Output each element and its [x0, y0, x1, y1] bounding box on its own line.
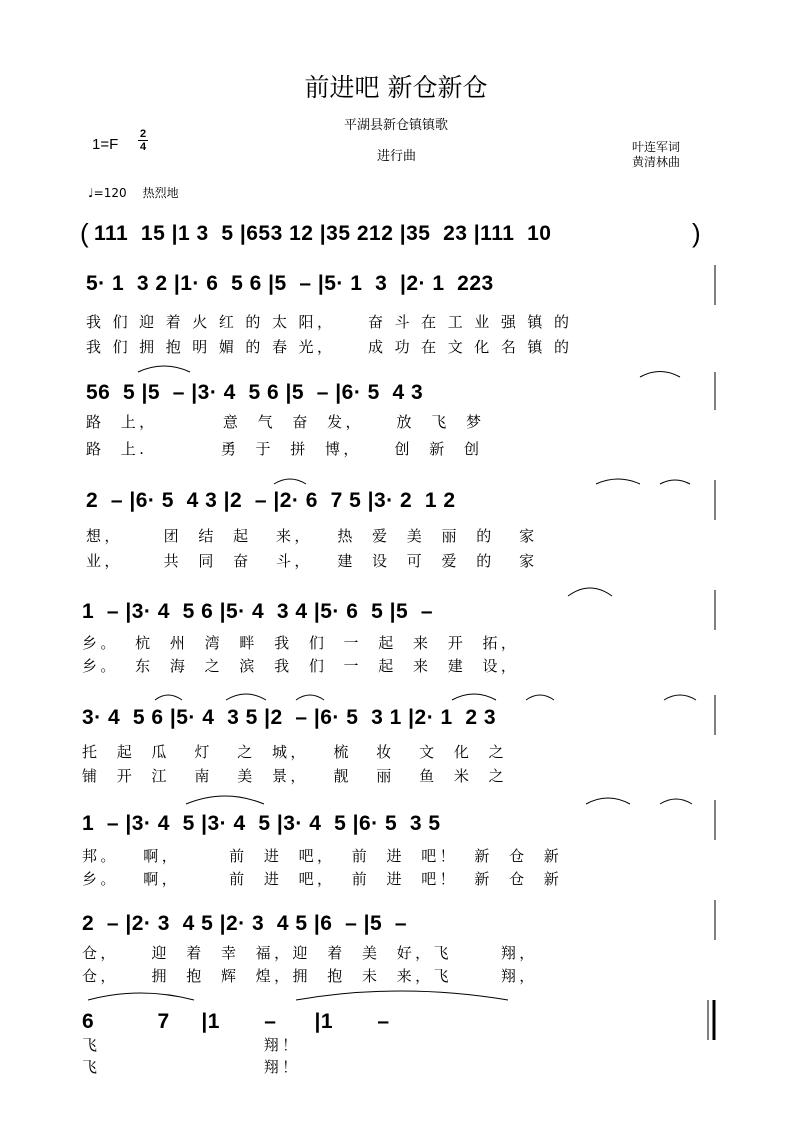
system-2-lyrics-verse1: 我 们 迎 着 火 红 的 太 阳， 奋 斗 在 工 业 强 镇 的	[86, 313, 573, 331]
system-1-notes: 111 15 |1 3 5 |653 12 |35 212 |35 23 |111 10	[94, 222, 552, 245]
system-8-lyrics-verse1: 仓， 迎 着 幸 福，迎 着 美 好，飞 翔，	[82, 944, 538, 962]
slur-mark	[274, 479, 306, 484]
intro-open-paren: (	[80, 218, 89, 248]
system-6-lyrics-verse1: 托 起 瓜 灯 之 城， 梳 妆 文 化 之	[82, 743, 508, 761]
system-8-lyrics-verse2: 仓， 拥 抱 辉 煌，拥 抱 未 来，飞 翔，	[82, 967, 538, 985]
system-7-lyrics-verse2: 乡。 啊， 前 进 吧， 前 进 吧！ 新 仓 新	[82, 870, 563, 888]
slur-mark	[586, 798, 630, 804]
system-7-notes: 1 – |3· 4 5 |3· 4 5 |3· 4 5 |6· 5 3 5	[82, 812, 441, 835]
tempo-expression: 热烈地	[142, 186, 179, 200]
slur-mark	[88, 993, 194, 1000]
slur-mark	[664, 695, 696, 700]
slur-mark	[596, 479, 640, 484]
system-3-lyrics-verse2: 路 上. 勇 于 拼 博， 创 新 创	[86, 440, 483, 458]
slur-mark	[186, 796, 264, 804]
slur-mark	[526, 695, 554, 700]
system-3-lyrics-verse1: 路 上， 意 气 奋 发， 放 飞 梦	[86, 413, 485, 431]
system-6-notes: 3· 4 5 6 |5· 4 3 5 |2 – |6· 5 3 1 |2· 1 2 3	[82, 706, 497, 729]
system-4-notes: 2 – |6· 5 4 3 |2 – |2· 6 7 5 |3· 2 1 2	[86, 489, 456, 512]
system-2-lyrics-verse2: 我 们 拥 抱 明 媚 的 春 光， 成 功 在 文 化 名 镇 的	[86, 338, 573, 356]
slur-mark	[660, 799, 692, 804]
system-3-notes: 56 5 |5 – |3· 4 5 6 |5 – |6· 5 4 3	[86, 381, 424, 404]
style-marking: 进行曲	[377, 149, 417, 164]
time-signature-top: 2	[139, 128, 147, 140]
slur-mark	[660, 480, 690, 484]
slur-mark	[640, 372, 680, 378]
slur-mark	[296, 991, 508, 1000]
song-title: 前进吧 新仓新仓	[304, 73, 488, 102]
time-signature-bottom: 4	[139, 141, 147, 153]
slur-mark	[138, 366, 190, 372]
slur-mark	[568, 588, 612, 596]
lyricist-credit: 叶连军词	[632, 140, 681, 154]
system-9-lyrics-verse2: 飞 翔！	[82, 1058, 301, 1076]
composer-credit: 黄清林曲	[632, 155, 681, 169]
system-9-notes: 6 7 |1 – |1 –	[82, 1010, 390, 1033]
system-6-lyrics-verse2: 铺 开 江 南 美 景， 靓 丽 鱼 米 之	[82, 767, 508, 785]
system-5-lyrics-verse1: 乡。 杭 州 湾 畔 我 们 一 起 来 开 拓，	[82, 634, 520, 652]
system-4-lyrics-verse1: 想， 团 结 起 来， 热 爱 美 丽 的 家	[86, 527, 538, 545]
song-subtitle: 平湖县新仓镇镇歌	[343, 118, 448, 133]
slur-mark	[296, 695, 324, 700]
system-8-notes: 2 – |2· 3 4 5 |2· 3 4 5 |6 – |5 –	[82, 912, 408, 935]
system-5-notes: 1 – |3· 4 5 6 |5· 4 3 4 |5· 6 5 |5 –	[82, 600, 434, 623]
system-7-lyrics-verse1: 邦。 啊， 前 进 吧， 前 进 吧！ 新 仓 新	[82, 847, 563, 865]
intro-close-paren: )	[692, 218, 701, 248]
system-4-lyrics-verse2: 业， 共 同 奋 斗， 建 设 可 爱 的 家	[86, 552, 538, 570]
system-5-lyrics-verse2: 乡。 东 海 之 滨 我 们 一 起 来 建 设，	[82, 657, 520, 675]
system-2-notes: 5· 1 3 2 |1· 6 5 6 |5 – |5· 1 3 |2· 1 223	[86, 272, 494, 295]
slur-mark	[226, 694, 266, 700]
slur-mark	[155, 695, 182, 700]
key-signature: 1=F	[92, 136, 119, 153]
slur-mark	[452, 694, 496, 700]
system-9-lyrics-verse1: 飞 翔！	[82, 1036, 301, 1054]
tempo-value: ♩=120	[88, 186, 127, 200]
